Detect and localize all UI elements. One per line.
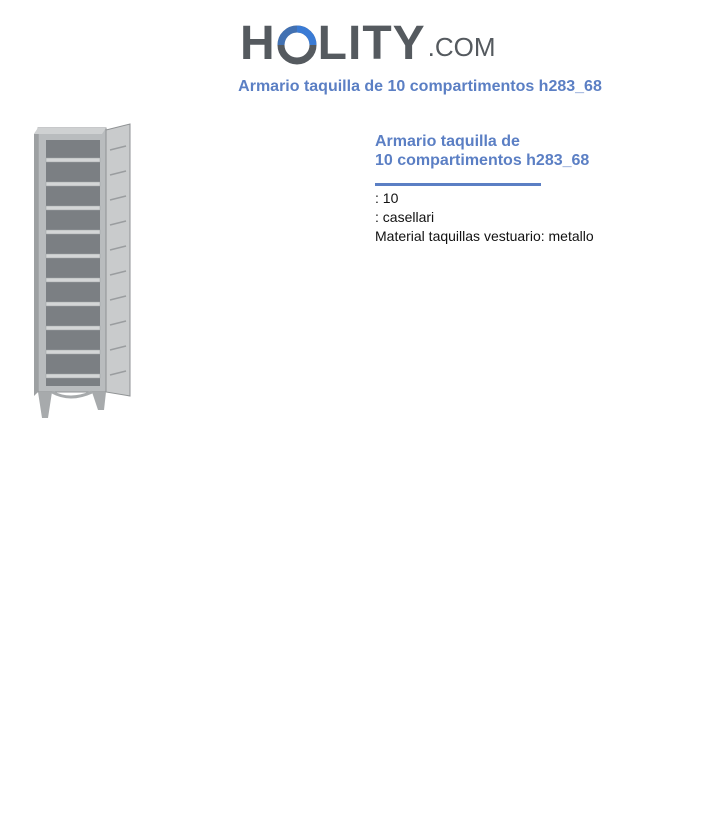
logo-letter-h: H [240,17,276,70]
product-title-line-2: 10 compartimentos h283_68 [375,152,590,169]
product-title-line-1: Armario taquilla de [375,133,520,150]
logo-o-icon [277,24,317,64]
page-title: Armario taquilla de 10 compartimentos h283_68 [238,78,602,95]
logo-wordmark [240,18,426,70]
logo-domain: .COM [427,32,496,62]
title-divider [375,183,541,186]
spec-type: : casellari [375,209,435,225]
spec-material: Material taquillas vestuario: metallo [375,228,594,244]
spec-compartments: : 10 [375,190,399,206]
locker-cabinet-image [30,120,140,425]
product-title [375,132,705,170]
product-info [375,132,705,246]
holity-logo[interactable] [240,10,496,70]
logo-letters-lity: LITY [317,17,426,70]
